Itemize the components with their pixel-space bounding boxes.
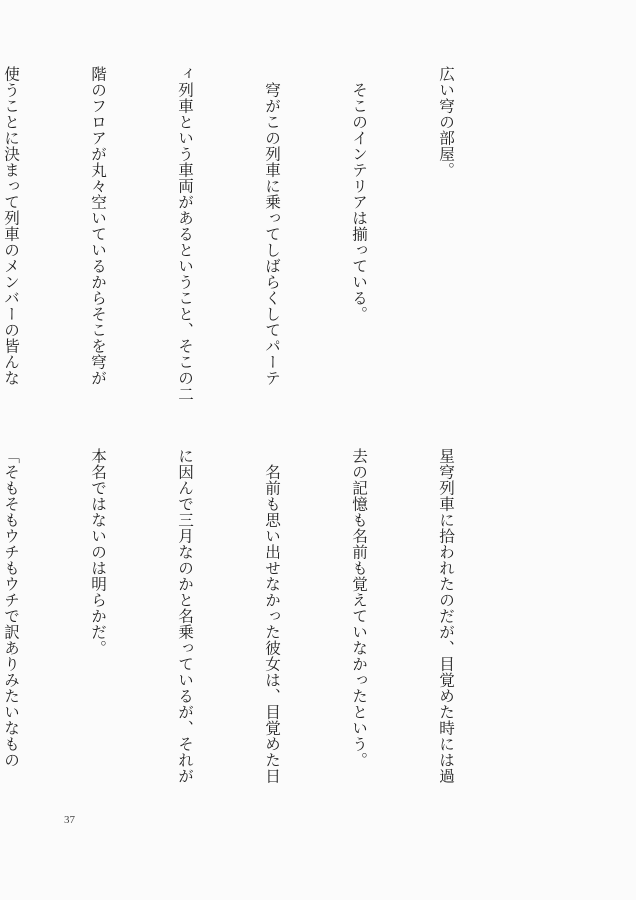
text-line: 使うことに決まって列車のメンバーの皆んな [2,66,20,386]
text-line: 本名ではないのは明らかだ。 [89,448,107,656]
page-number: 37 [64,814,75,826]
text-line: 星穹列車に拾われたのだが、目覚めた時には過 [437,448,455,784]
text-line: 穹がこの列車に乗ってしばらくしてパーテ [263,66,281,386]
text-line: 階のフロアが丸々空いているからそこを穹が [89,66,107,386]
text-line: ィ列車という車両があるということ、そこの二 [176,66,194,402]
text-line: 去の記憶も名前も覚えていなかったという。 [350,448,368,768]
text-line: そこのインテリアは揃っている。 [350,66,368,322]
bottom-text-block [2,448,518,810]
text-line: 広い穹の部屋。 [437,66,455,178]
text-line: 名前も思い出せなかった彼女は、目覚めた日 [263,448,281,784]
top-text-block [2,66,518,466]
text-line: 「そもそもウチもウチで訳ありみたいなもの [2,448,20,768]
text-line: に因んで三月なのかと名乗っているが、それが [176,448,194,784]
